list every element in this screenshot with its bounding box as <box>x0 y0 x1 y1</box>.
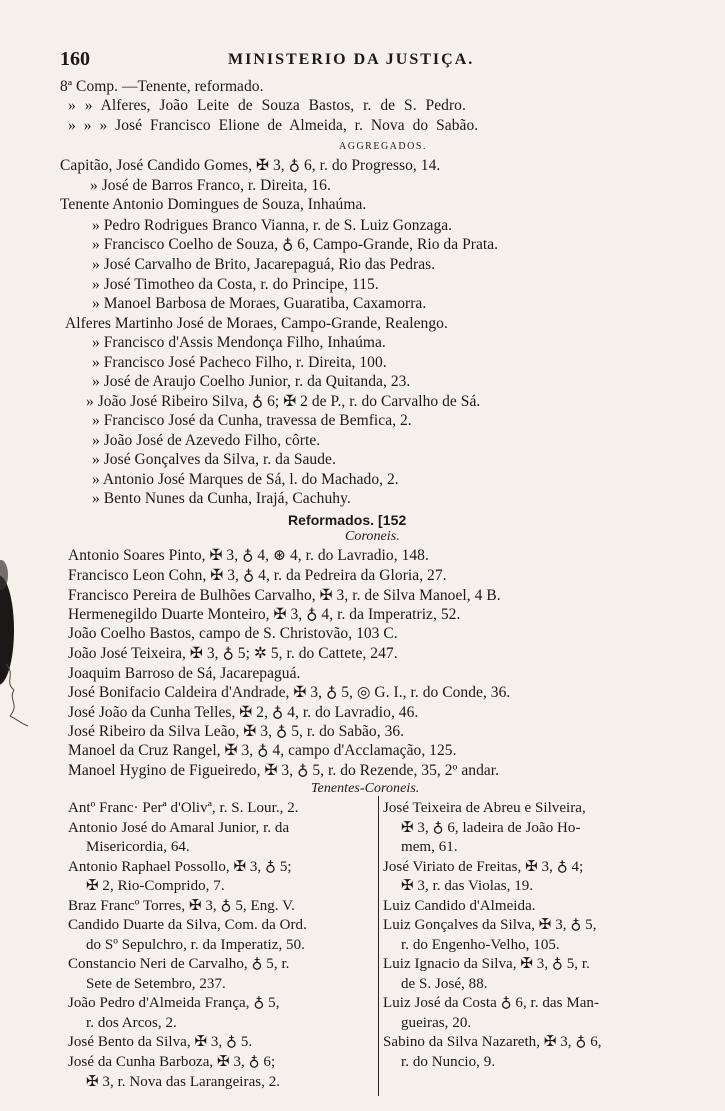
text-line: mem, 61. <box>401 839 458 855</box>
text-line: » José de Barros Franco, r. Direita, 16. <box>90 177 331 194</box>
text-line: » José de Araujo Coelho Junior, r. da Quitanda, 23. <box>92 373 411 390</box>
text-line: Alferes Martinho José de Moraes, Campo-Grande, Realengo. <box>65 315 448 332</box>
text-line: » Manoel Barbosa de Moraes, Guaratiba, Caxamorra. <box>92 295 427 312</box>
text-line: Misericordia, 64. <box>86 839 190 855</box>
text-line: ✠ 3, r. Nova das Larangeiras, 2. <box>86 1074 281 1090</box>
text-line: ✠ 2, Rio-Comprido, 7. <box>86 878 225 894</box>
text-line: » » Alferes, João Leite de Souza Bastos, r. de S. Pedro. <box>68 97 466 114</box>
text-line: Capitão, José Candido Gomes, ✠ 3, ♁ 6, r. do Progresso, 14. <box>60 157 441 174</box>
text-line: Tenente Antonio Domingues de Souza, Inhaúma. <box>60 196 367 213</box>
text-line: José Viriato de Freitas, ✠ 3, ♁ 4; <box>383 859 584 875</box>
text-line: » José Timotheo da Costa, r. do Principe, 115. <box>92 276 379 293</box>
section-heading-reformados: Reformados. [152 <box>288 512 407 528</box>
text-line: Francisco Leon Cohn, ✠ 3, ♁ 4, r. da Pedreira da Gloria, 27. <box>68 567 447 584</box>
text-line: » Pedro Rodrigues Branco Vianna, r. de S. Luiz Gonzaga. <box>92 217 453 234</box>
page-title: MINISTERIO DA JUSTIÇA. <box>228 51 475 68</box>
text-line: » João José Ribeiro Silva, ♁ 6; ✠ 2 de P., r. do Carvalho de Sá. <box>86 393 481 410</box>
text-line: José João da Cunha Telles, ✠ 2, ♁ 4, r. do Lavradio, 46. <box>68 704 419 721</box>
text-line: Constancio Neri de Carvalho, ♁ 5, r. <box>68 956 290 972</box>
text-line: José Bento da Silva, ✠ 3, ♁ 5. <box>68 1034 253 1050</box>
text-line: ✠ 3, ♁ 6, ladeira de João Ho- <box>401 820 581 836</box>
text-line: » José Gonçalves da Silva, r. da Saude. <box>92 451 336 468</box>
text-line: » Francisco d'Assis Mendonça Filho, Inhaúma. <box>92 334 386 351</box>
text-line: gueiras, 20. <box>401 1015 472 1031</box>
text-line: r. do Engenho-Velho, 105. <box>401 937 560 953</box>
text-line: Joaquim Barroso de Sá, Jacarepaguá. <box>68 665 301 682</box>
text-line: Candido Duarte da Silva, Com. da Ord. <box>68 917 307 933</box>
text-line: José Teixeira de Abreu e Silveira, <box>383 800 586 816</box>
text-line: r. do Nuncio, 9. <box>401 1054 496 1070</box>
text-line: » » » José Francisco Elione de Almeida, r. Nova do Sabão. <box>68 117 479 134</box>
text-line: José Ribeiro da Silva Leão, ✠ 3, ♁ 5, r. do Sabão, 36. <box>68 723 405 740</box>
text-line: Luiz Ignacio da Silva, ✠ 3, ♁ 5, r. <box>383 956 590 972</box>
text-line: Francisco Pereira de Bulhões Carvalho, ✠ 3, r. de Silva Manoel, 4 B. <box>68 587 501 604</box>
text-line: » Antonio José Marques de Sá, l. do Machado, 2. <box>92 471 399 488</box>
text-line: Braz Francº Torres, ✠ 3, ♁ 5, Eng. V. <box>68 898 295 914</box>
text-line: do Sº Sepulchro, r. da Imperatiz, 50. <box>86 937 305 953</box>
text-line: » José Carvalho de Brito, Jacarepaguá, Rio das Pedras. <box>92 256 436 273</box>
text-line: » Francisco José Pacheco Filho, r. Direita, 100. <box>92 354 387 371</box>
text-line: José Bonifacio Caldeira d'Andrade, ✠ 3, ♁ 5, ◎ G. I., r. do Conde, 36. <box>68 684 511 701</box>
text-line: Sabino da Silva Nazareth, ✠ 3, ♁ 6, <box>383 1034 602 1050</box>
page-number: 160 <box>60 48 90 70</box>
text-line: Antonio Soares Pinto, ✠ 3, ♁ 4, ⊛ 4, r. do Lavradio, 148. <box>68 547 429 564</box>
text-line: » Francisco Coelho de Souza, ♁ 6, Campo-Grande, Rio da Prata. <box>92 236 499 253</box>
text-line: » Francisco José da Cunha, travessa de Bemfica, 2. <box>92 412 412 429</box>
text-line: Antº Franc· Perª d'Olivª, r. S. Lour., 2. <box>68 800 299 816</box>
pencil-mark-icon <box>2 660 32 730</box>
text-line: » Bento Nunes da Cunha, Irajá, Cachuhy. <box>92 490 351 507</box>
text-line: Hermenegildo Duarte Monteiro, ✠ 3, ♁ 4, r. da Imperatriz, 52. <box>68 606 461 623</box>
text-line: Luiz Gonçalves da Silva, ✠ 3, ♁ 5, <box>383 917 597 933</box>
text-line: Antonio José do Amaral Junior, r. da <box>68 820 290 836</box>
text-line: José da Cunha Barboza, ✠ 3, ♁ 6; <box>68 1054 276 1070</box>
text-line: Antonio Raphael Possollo, ✠ 3, ♁ 5; <box>68 859 292 875</box>
subheading-coroneis: Coroneis. <box>345 529 400 544</box>
text-line: de S. José, 88. <box>401 976 488 992</box>
section-heading-aggregados: AGGREGADOS. <box>339 141 427 152</box>
text-line: João José Teixeira, ✠ 3, ♁ 5; ✲ 5, r. do Cattete, 247. <box>68 645 398 662</box>
text-line: Luiz José da Costa ♁ 6, r. das Man- <box>383 995 600 1011</box>
text-line: Manoel Hygino de Figueiredo, ✠ 3, ♁ 5, r. do Rezende, 35, 2º andar. <box>68 762 500 779</box>
text-line: Luiz Candido d'Almeida. <box>383 898 536 914</box>
subheading-tenentes-coroneis: Tenentes-Coroneis. <box>311 781 420 796</box>
text-line: João Pedro d'Almeida França, ♁ 5, <box>68 995 280 1011</box>
text-line: r. dos Arcos, 2. <box>86 1015 177 1031</box>
text-line: João Coelho Bastos, campo de S. Christovão, 103 C. <box>68 625 398 642</box>
text-line: Manoel da Cruz Rangel, ✠ 3, ♁ 4, campo d'Acclamação, 125. <box>68 742 457 759</box>
text-line: 8ª Comp. —Tenente, reformado. <box>60 78 264 95</box>
text-line: » João José de Azevedo Filho, côrte. <box>92 432 321 449</box>
column-divider <box>378 796 379 1096</box>
text-line: ✠ 3, r. das Violas, 19. <box>401 878 534 894</box>
text-line: Sete de Setembro, 237. <box>86 976 226 992</box>
